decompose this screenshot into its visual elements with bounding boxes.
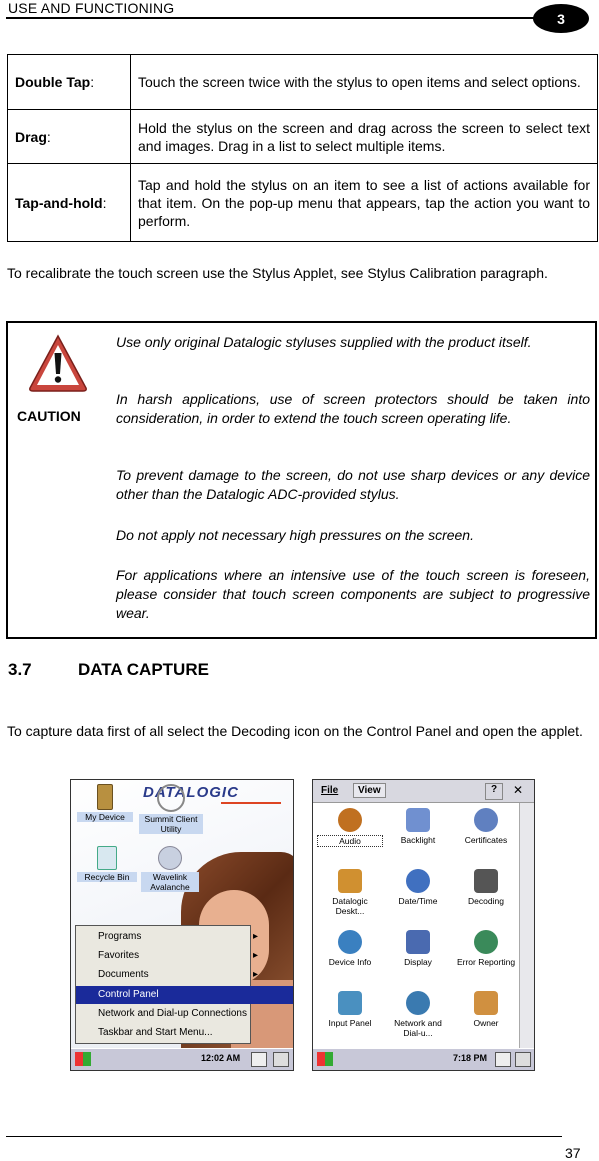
clock: 12:02 AM <box>201 1053 241 1063</box>
term-cell: Drag: <box>8 110 131 164</box>
recalibrate-paragraph: To recalibrate the touch screen use the Stylus Applet, see Stylus Calibration paragraph. <box>7 265 548 281</box>
help-button[interactable]: ? <box>485 783 503 800</box>
scrollbar[interactable] <box>519 803 534 1049</box>
certificates-icon[interactable]: Certificates <box>453 808 519 845</box>
owner-icon[interactable]: Owner <box>453 991 519 1028</box>
close-icon[interactable]: ✕ <box>512 783 524 797</box>
caution-paragraph: For applications where an intensive use of the touch screen is foreseen, please consider that touch screen components are subject to progressive wear. <box>116 567 590 621</box>
audio-icon[interactable]: Audio <box>317 808 383 847</box>
control-panel-screenshot <box>312 779 535 1071</box>
description-cell: Tap and hold the stylus on an item to see a list of actions available for that item. On the pop-up menu that appears, tap the action you want to perform. <box>131 164 598 242</box>
menu-bar <box>313 780 534 803</box>
desktop-icon[interactable] <box>273 1052 289 1067</box>
wavelink-avalanche-icon[interactable]: Wavelink Avalanche <box>141 846 199 892</box>
summit-client-utility-icon[interactable]: Summit Client Utility <box>139 784 203 834</box>
start-button-icon[interactable] <box>75 1052 91 1066</box>
term-cell: Tap-and-hold: <box>8 164 131 242</box>
menu-item-control-panel[interactable]: Control Panel <box>76 986 294 1004</box>
caution-paragraph: Do not apply not necessary high pressures on the screen. <box>116 527 474 543</box>
caution-label: CAUTION <box>17 408 81 424</box>
footer-rule <box>6 1136 562 1137</box>
keyboard-icon[interactable] <box>251 1052 267 1067</box>
caution-paragraph: In harsh applications, use of screen protectors should be taken into consideration, in order to extend the touch screen operating life. <box>116 391 590 426</box>
keyboard-icon[interactable] <box>495 1052 511 1067</box>
backlight-icon[interactable]: Backlight <box>385 808 451 845</box>
chapter-badge: 3 <box>533 4 589 33</box>
menu-item-documents[interactable]: Documents ▸ <box>98 969 258 980</box>
page-number: 37 <box>565 1145 581 1161</box>
taskbar <box>71 1048 293 1070</box>
recycle-bin-icon[interactable]: Recycle Bin <box>77 846 137 882</box>
warning-triangle-icon <box>27 332 89 394</box>
clock: 7:18 PM <box>453 1053 488 1063</box>
file-menu[interactable]: File <box>321 785 339 796</box>
table-row <box>8 110 598 164</box>
caution-paragraph: To prevent damage to the screen, do not use sharp devices or any device other than the Datalogic ADC-provided stylus. <box>116 467 590 502</box>
menu-item-programs[interactable]: Programs ▸ <box>98 931 258 942</box>
menu-item-taskbar[interactable]: Taskbar and Start Menu... <box>98 1027 213 1038</box>
desktop-screenshot <box>70 779 294 1071</box>
input-panel-icon[interactable]: Input Panel <box>317 991 383 1028</box>
start-button-icon[interactable] <box>317 1052 333 1066</box>
term-cell: Double Tap: <box>8 55 131 110</box>
header-rule <box>6 17 538 19</box>
datalogic-logo: DATALOGIC <box>143 784 239 801</box>
decoding-icon[interactable]: Decoding <box>453 869 519 906</box>
table-row <box>8 164 598 242</box>
device-info-icon[interactable]: Device Info <box>317 930 383 967</box>
desktop-icon[interactable] <box>515 1052 531 1067</box>
view-menu[interactable]: View <box>353 783 386 798</box>
caution-paragraph: Use only original Datalogic styluses supplied with the product itself. <box>116 334 532 350</box>
menu-item-favorites[interactable]: Favorites ▸ <box>98 950 258 961</box>
menu-item-network[interactable]: Network and Dial-up Connections <box>98 1008 247 1019</box>
display-icon[interactable]: Display <box>385 930 451 967</box>
gesture-table <box>7 54 598 242</box>
error-reporting-icon[interactable]: Error Reporting <box>453 930 519 967</box>
datalogic-desktop-icon[interactable]: Datalogic Deskt... <box>317 869 383 916</box>
description-cell: Hold the stylus on the screen and drag across the screen to select text and images. Drag in a list to select multiple items. <box>131 110 598 164</box>
taskbar <box>313 1048 534 1070</box>
capture-paragraph: To capture data first of all select the Decoding icon on the Control Panel and open the applet. <box>7 723 583 739</box>
section-heading: 3.7 DATA CAPTURE <box>8 660 209 679</box>
my-device-icon[interactable]: My Device <box>77 784 133 822</box>
table-row <box>8 55 598 110</box>
running-header: USE AND FUNCTIONING <box>8 0 175 16</box>
network-icon[interactable]: Network and Dial-u... <box>385 991 451 1038</box>
start-menu <box>75 925 258 1044</box>
date-time-icon[interactable]: Date/Time <box>385 869 451 906</box>
description-cell: Touch the screen twice with the stylus to open items and select options. <box>131 55 598 110</box>
